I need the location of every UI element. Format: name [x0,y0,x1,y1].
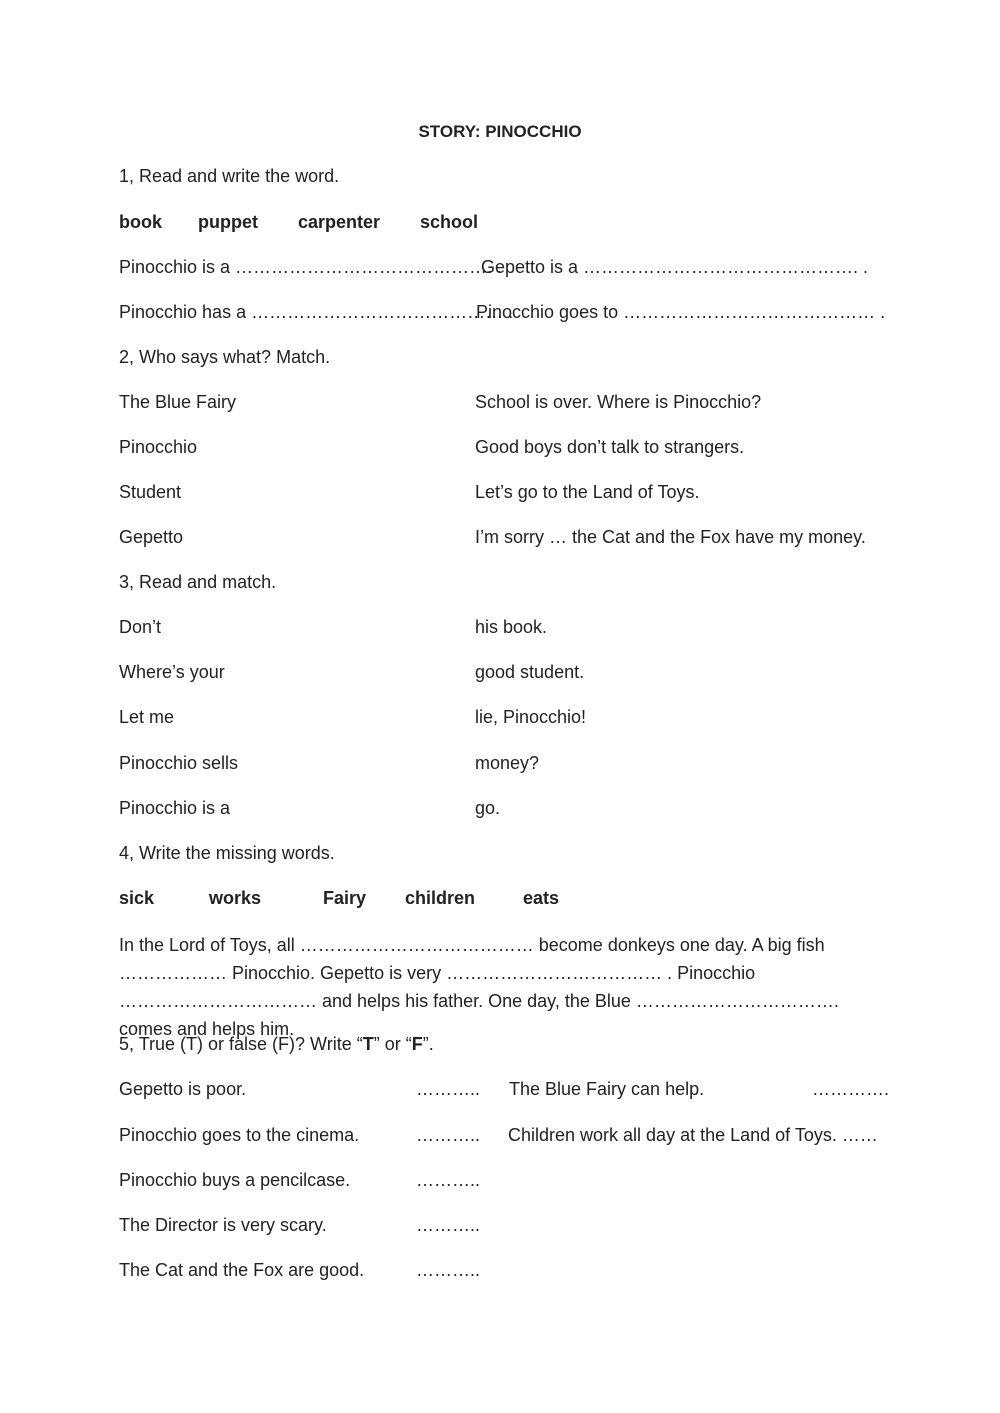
section5-heading [119,1033,434,1055]
heading-mid: ” or “ [373,1034,412,1054]
sentence-start: Where’s your [119,662,225,682]
heading-suffix: ”. [422,1034,434,1054]
statement: Pinocchio goes to the cinema. [119,1125,360,1145]
page-title: STORY: PINOCCHIO [418,122,582,141]
speaker-name: The Blue Fairy [119,392,237,412]
answer-blank: ……….. [416,1079,481,1099]
gap-fill-paragraph: In the Lord of Toys, all ………………………………… become donkeys one day. A big fish ……………… Pinocchio. Gepetto is very ……………………………… . Pinocchio …………………………… and helps his father. One day, the Blue ……………………………. comes and helps him. [119,935,839,1039]
word-bank-item: book [119,212,162,232]
quote-text: School is over. Where is Pinocchio? [475,392,762,412]
sentence-end: lie, Pinocchio! [475,707,587,727]
sentence-start: Pinocchio sells [119,753,239,773]
answer-blank: ……….. [416,1215,481,1235]
word-bank-item: carpenter [298,212,381,232]
sentence-start: Don’t [119,617,162,637]
answer-blank: ……….. [416,1125,481,1145]
statement: Pinocchio buys a pencilcase. [119,1170,351,1190]
heading-true-letter: T [362,1034,374,1054]
answer-blank: ……….. [416,1170,481,1190]
heading-prefix: 5, True (T) or false (F)? Write “ [119,1034,363,1054]
statement: The Blue Fairy can help. [509,1079,705,1099]
sentence-end: his book. [475,617,548,637]
section4-heading: 4, Write the missing words. [119,843,335,863]
answer-blank: ……….. [416,1260,481,1280]
sentence-end: good student. [475,662,585,682]
sentence-end: money? [475,753,540,773]
sentence-start: Let me [119,707,175,727]
quote-text: Let’s go to the Land of Toys. [475,482,700,502]
word-bank-item: school [420,212,479,232]
statement: Gepetto is poor. [119,1079,247,1099]
statement: The Cat and the Fox are good. [119,1260,365,1280]
word-bank-item: puppet [198,212,258,232]
word-bank-item: sick [119,888,155,908]
heading-false-letter: F [411,1034,423,1054]
answer-blank: …………. [812,1079,890,1099]
speaker-name: Student [119,482,182,502]
section2-heading: 2, Who says what? Match. [119,347,331,367]
speaker-name: Pinocchio [119,437,198,457]
word-bank-item: children [405,888,476,908]
word-bank-item: Fairy [323,888,367,908]
quote-text: I’m sorry … the Cat and the Fox have my money. [475,527,866,547]
sentence-end: go. [475,798,501,818]
statement: Children work all day at the Land of Toys. …… [508,1125,878,1145]
word-bank-item: eats [523,888,560,908]
statement: The Director is very scary. [119,1215,327,1235]
fill-blank-sentence: Pinocchio goes to …………………………………… . [476,302,886,322]
fill-blank-sentence: Pinocchio is a ……………………………………. . [119,257,503,277]
section1-heading: 1, Read and write the word. [119,166,340,186]
sentence-start: Pinocchio is a [119,798,231,818]
speaker-name: Gepetto [119,527,184,547]
fill-blank-sentence: Pinocchio has a …………………………………… . [119,302,514,322]
section3-heading: 3, Read and match. [119,572,277,592]
word-bank-item: works [209,888,262,908]
quote-text: Good boys don’t talk to strangers. [475,437,745,457]
fill-blank-sentence: Gepetto is a ………………………………………. . [481,257,869,277]
